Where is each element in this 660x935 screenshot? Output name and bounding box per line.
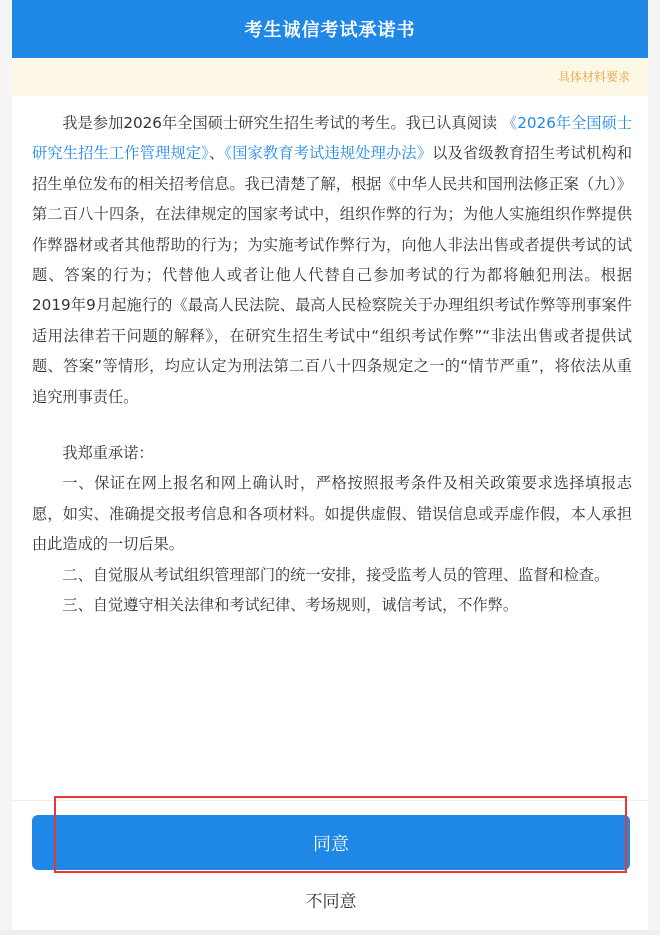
footer-divider — [12, 800, 648, 801]
bottom-edge — [0, 930, 660, 935]
pledge-intro-suffix: 以及省级教育招生考试机构和招生单位发布的相关招考信息。我已清楚了解，根据《中华人民共和国刑法修正案（九）》第二百八十四条，在法律规定的国家考试中，组织作弊的行为；为他人实施组织作弊提供作弊器材或者其他帮助的行为；为实施考试作弊行为，向他人非法出售或者提供考试的试题、答案的行为；代替他人或者让他人代替自己参加考试的行为都将触犯刑法。根据2019年9月起施行的《最高人民法院、最高人民检察院关于办理组织考试作弊等刑事案件适用法律若干问题的解释》，在研究生招生考试中“组织考试作弊”“非法出售或者提供试题、答案”等情形，均应认定为刑法第二百八十四条规定之一的“情节严重”，将依法从重追究刑事责任。 — [32, 144, 633, 406]
promise-item-3: 三、自觉遵守相关法律和考试纪律、考场规则，诚信考试，不作弊。 — [62, 596, 519, 615]
admission-rules-link[interactable]: 《2026年全国硕士研究生招生工作管理规定》 — [32, 114, 633, 163]
header-bar — [12, 0, 648, 58]
link-separator: 、 — [209, 144, 225, 163]
paragraph-gap — [32, 412, 632, 438]
pledge-content — [32, 108, 632, 621]
disagree-button[interactable]: 不同意 — [305, 891, 357, 912]
promise-item-2: 二、自觉服从考试组织管理部门的统一安排，接受监考人员的管理、监督和检查。 — [62, 565, 610, 584]
page-title: 考生诚信考试承诺书 — [244, 20, 416, 41]
app-frame — [12, 0, 648, 935]
promise-item-1: 一、保证在网上报名和网上确认时，严格按照报考条件及相关政策要求选择填报志愿，如实、准确提交报考信息和各项材料。如提供虚假、错误信息或弄虚作假，本人承担由此造成的一切后果。 — [32, 474, 632, 554]
agree-button[interactable]: 同意 — [32, 815, 630, 870]
material-requirements-link[interactable]: 具体材料要求 — [557, 70, 630, 84]
pledge-intro-paragraph — [32, 108, 632, 412]
promise-heading: 我郑重承诺： — [62, 444, 154, 463]
violation-rules-link[interactable]: 《国家教育考试违规处理办法》 — [224, 144, 433, 163]
pledge-intro-prefix: 我是参加2026年全国硕士研究生招生考试的考生。我已认真阅读 — [62, 114, 498, 132]
notice-bar — [12, 58, 648, 96]
